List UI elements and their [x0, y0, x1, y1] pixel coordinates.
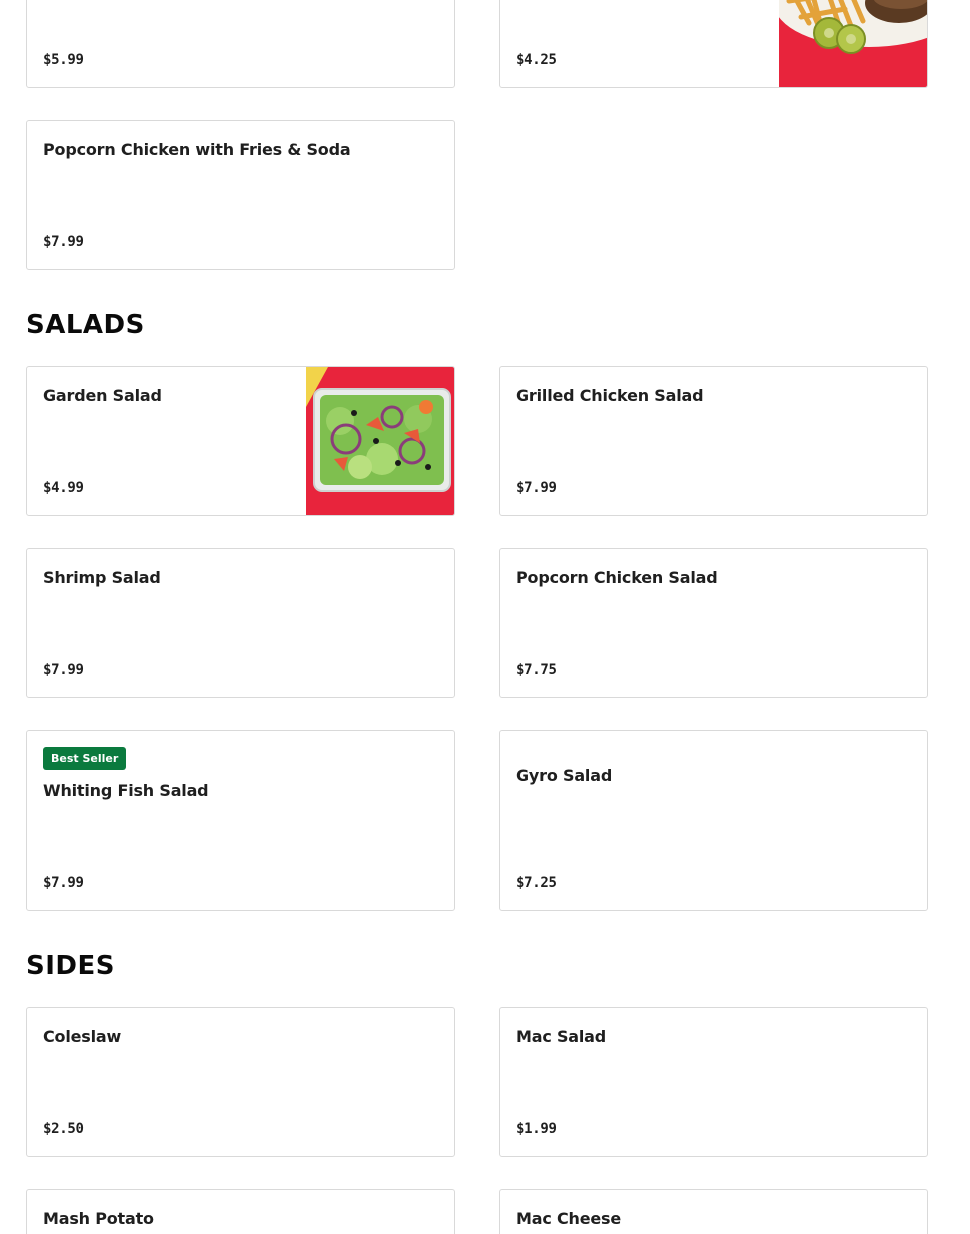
burger-fries-photo [779, 0, 927, 88]
menu-item-name: Gyro Salad [516, 766, 613, 785]
menu-item-name: Shrimp Salad [43, 568, 161, 587]
menu-item-card[interactable] [499, 366, 928, 516]
menu-item-name: Popcorn Chicken Salad [516, 568, 718, 587]
menu-item-price: $7.99 [43, 234, 84, 250]
menu-item-price: $4.25 [516, 52, 557, 68]
menu-item-card[interactable] [499, 1007, 928, 1157]
section-title-sides: SIDES [26, 951, 115, 981]
menu-item-card[interactable] [26, 0, 455, 88]
menu-item-card[interactable] [499, 548, 928, 698]
menu-item-card[interactable] [26, 1007, 455, 1157]
menu-item-card[interactable] [26, 120, 455, 270]
menu-item-card[interactable] [499, 0, 928, 88]
menu-item-card[interactable] [499, 1189, 928, 1234]
menu-item-price: $7.75 [516, 662, 557, 678]
menu-item-price: $7.99 [43, 662, 84, 678]
menu-item-price: $5.99 [43, 52, 84, 68]
menu-item-name: Garden Salad [43, 386, 162, 405]
garden-salad-photo [306, 367, 454, 515]
menu-item-card[interactable] [26, 548, 455, 698]
menu-item-name: Mac Cheese [516, 1209, 621, 1228]
menu-item-card[interactable] [26, 730, 455, 911]
menu-item-card[interactable] [26, 366, 455, 516]
menu-item-card[interactable] [26, 1189, 455, 1234]
section-title-salads: SALADS [26, 310, 145, 340]
menu-item-price: $7.25 [516, 875, 557, 891]
menu-item-name: Popcorn Chicken with Fries & Soda [43, 140, 351, 159]
menu-item-card[interactable] [499, 730, 928, 911]
menu-item-price: $1.99 [516, 1121, 557, 1137]
menu-item-price: $2.50 [43, 1121, 84, 1137]
menu-item-price: $4.99 [43, 480, 84, 496]
menu-item-name: Grilled Chicken Salad [516, 386, 704, 405]
menu-item-name: Whiting Fish Salad [43, 781, 209, 800]
menu-item-price: $7.99 [43, 875, 84, 891]
menu-item-name: Mash Potato [43, 1209, 154, 1228]
menu-item-price: $7.99 [516, 480, 557, 496]
best-seller-badge: Best Seller [43, 747, 126, 770]
menu-item-name: Coleslaw [43, 1027, 122, 1046]
menu-item-name: Mac Salad [516, 1027, 607, 1046]
